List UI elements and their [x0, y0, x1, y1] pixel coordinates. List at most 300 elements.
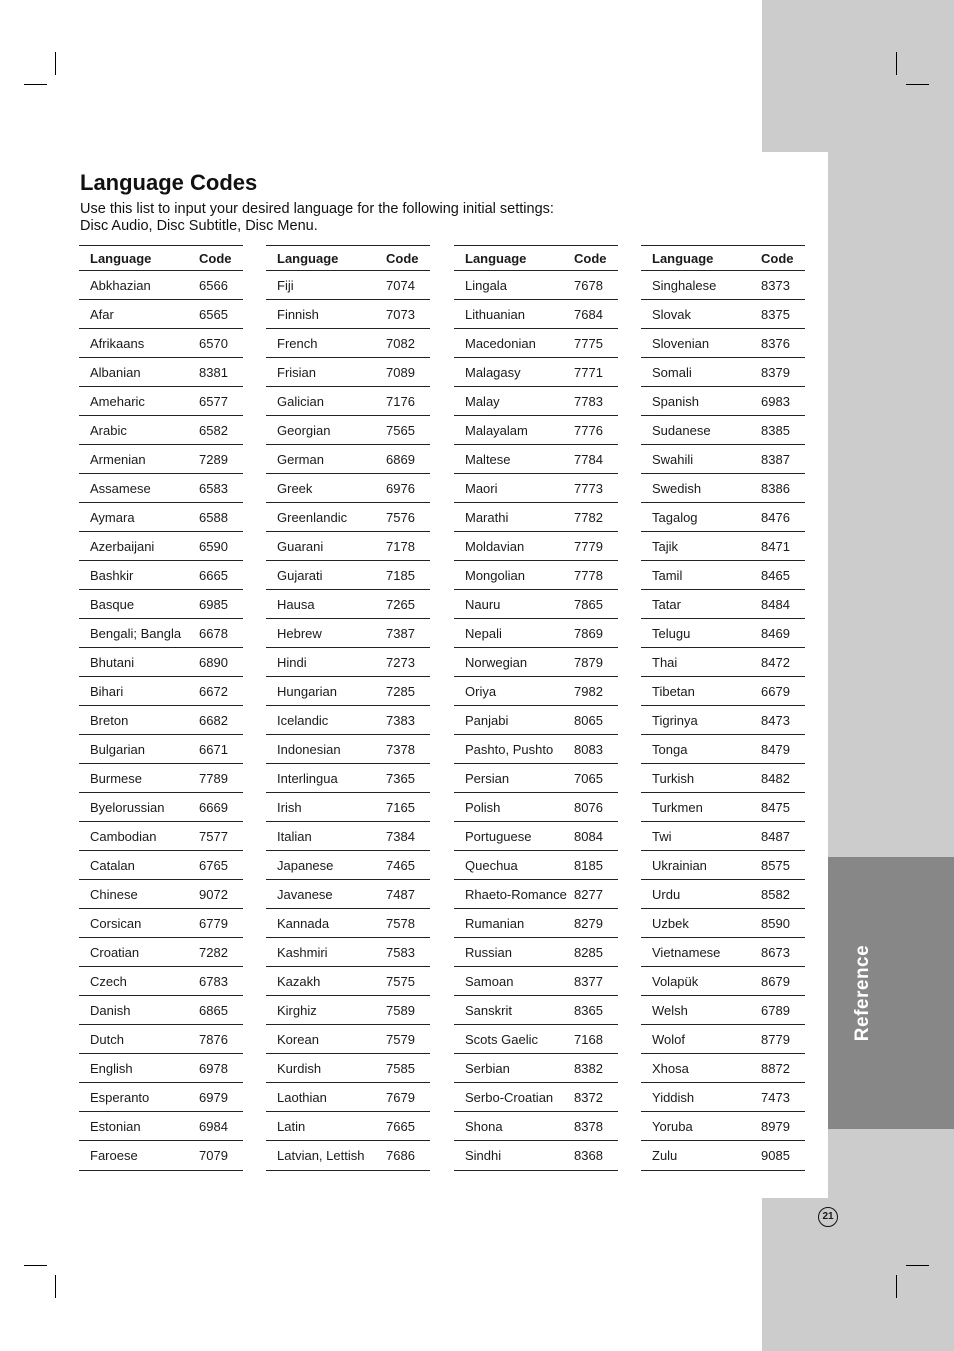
language-name: French — [266, 329, 386, 358]
language-code: 8482 — [761, 764, 805, 793]
language-name: Danish — [79, 996, 199, 1025]
table-row — [454, 1141, 618, 1171]
table-row — [641, 561, 805, 590]
table-row — [454, 880, 618, 909]
language-name: Uzbek — [641, 909, 761, 938]
language-name: Sindhi — [465, 1148, 502, 1163]
language-code: 8076 — [574, 793, 618, 822]
language-code: 8471 — [761, 532, 805, 561]
language-code: 7585 — [386, 1054, 430, 1083]
language-code-table — [79, 245, 243, 1171]
table-row — [641, 938, 805, 967]
table-row — [641, 706, 805, 735]
table-row — [266, 793, 430, 822]
language-name: Turkish — [641, 764, 761, 793]
language-name: Fiji — [266, 271, 386, 300]
table-header-row — [266, 246, 430, 271]
language-name: Esperanto — [79, 1083, 199, 1112]
language-name: Pashto, Pushto — [454, 735, 574, 764]
language-name: Bhutani — [79, 648, 199, 677]
language-code: 7168 — [574, 1025, 618, 1054]
language-name: Tigrinya — [641, 706, 761, 735]
language-name: Catalan — [79, 851, 199, 880]
table-row — [641, 793, 805, 822]
table-row — [454, 474, 618, 503]
language-name: English — [79, 1054, 199, 1083]
language-name: Bashkir — [79, 561, 199, 590]
language-name: Bulgarian — [79, 735, 199, 764]
language-name: Laothian — [266, 1083, 386, 1112]
table-row — [79, 677, 243, 706]
language-name: Malay — [454, 387, 574, 416]
table-row — [641, 1141, 805, 1171]
language-code: 7778 — [574, 561, 618, 590]
table-row — [641, 880, 805, 909]
table-row — [79, 1054, 243, 1083]
language-code: 8385 — [761, 416, 805, 445]
language-code: 8387 — [761, 445, 805, 474]
language-name: Maori — [454, 474, 574, 503]
language-name: Kannada — [266, 909, 386, 938]
table-row — [266, 851, 430, 880]
table-row — [641, 474, 805, 503]
table-row — [454, 851, 618, 880]
table-row — [79, 503, 243, 532]
crop-mark — [906, 1265, 929, 1266]
language-name: Finnish — [266, 300, 386, 329]
language-name: Welsh — [641, 996, 761, 1025]
language-code: 7865 — [574, 590, 618, 619]
header-language: Language — [79, 246, 199, 271]
language-name: Slovenian — [641, 329, 761, 358]
table-row — [266, 416, 430, 445]
intro-line: Disc Audio, Disc Subtitle, Disc Menu. — [80, 218, 318, 234]
language-name: Turkmen — [641, 793, 761, 822]
language-name: Italian — [266, 822, 386, 851]
language-name: Maltese — [454, 445, 574, 474]
language-name: Georgian — [266, 416, 386, 445]
language-code: 8185 — [574, 851, 618, 880]
language-code: 7265 — [386, 590, 430, 619]
table-row — [454, 996, 618, 1025]
table-row — [266, 880, 430, 909]
language-name: Thai — [641, 648, 761, 677]
header-language: Language — [454, 246, 574, 271]
language-name: Sudanese — [641, 416, 761, 445]
table-row — [454, 300, 618, 329]
table-row — [454, 706, 618, 735]
table-row — [454, 387, 618, 416]
table-row — [79, 300, 243, 329]
language-name: Norwegian — [454, 648, 574, 677]
table-row — [266, 619, 430, 648]
language-code: 7776 — [574, 416, 618, 445]
table-row — [79, 532, 243, 561]
language-name: Latin — [266, 1112, 386, 1141]
table-row — [266, 677, 430, 706]
page-number: 21 — [818, 1207, 838, 1227]
language-name: Yiddish — [641, 1083, 761, 1112]
language-name: Kirghiz — [266, 996, 386, 1025]
language-name: Indonesian — [266, 735, 386, 764]
language-code: 8365 — [574, 996, 618, 1025]
language-name: Serbian — [454, 1054, 574, 1083]
language-code: 7789 — [199, 764, 243, 793]
language-code: 6672 — [199, 677, 243, 706]
language-name: Yoruba — [641, 1112, 761, 1141]
language-name: Greek — [266, 474, 386, 503]
table-row — [79, 387, 243, 416]
language-name: Twi — [641, 822, 761, 851]
table-row — [266, 1112, 430, 1141]
language-code: 8368 — [574, 1148, 603, 1163]
table-row — [79, 358, 243, 387]
language-code: 7879 — [574, 648, 618, 677]
language-name: Hungarian — [266, 677, 386, 706]
language-code: 8376 — [761, 329, 805, 358]
language-name: Kashmiri — [266, 938, 386, 967]
language-code: 8377 — [574, 967, 618, 996]
table-row — [454, 822, 618, 851]
language-name: Urdu — [641, 880, 761, 909]
language-code: 7783 — [574, 387, 618, 416]
language-code: 7565 — [386, 416, 430, 445]
language-code: 7782 — [574, 503, 618, 532]
language-name: Aymara — [79, 503, 199, 532]
table-row — [641, 764, 805, 793]
language-code: 6682 — [199, 706, 243, 735]
table-row — [266, 1025, 430, 1054]
table-row — [641, 503, 805, 532]
table-row — [454, 793, 618, 822]
language-code: 7982 — [574, 677, 618, 706]
language-code: 7387 — [386, 619, 430, 648]
language-code: 7082 — [386, 329, 430, 358]
table-row — [79, 822, 243, 851]
table-row — [266, 445, 430, 474]
language-code: 8083 — [574, 735, 618, 764]
table-row — [454, 561, 618, 590]
table-row — [266, 532, 430, 561]
language-code: 6783 — [199, 967, 243, 996]
table-row — [641, 271, 805, 300]
language-code: 7176 — [386, 387, 430, 416]
language-name: Ameharic — [79, 387, 199, 416]
language-code: 8277 — [574, 880, 618, 909]
language-name: Panjabi — [454, 706, 574, 735]
language-name: Malagasy — [454, 358, 574, 387]
language-name: Rumanian — [454, 909, 574, 938]
language-name: Basque — [79, 590, 199, 619]
table-row — [641, 300, 805, 329]
page-title: Language Codes — [80, 170, 258, 195]
table-row — [454, 532, 618, 561]
margin-band-bottom — [762, 1198, 954, 1351]
table-row — [641, 387, 805, 416]
crop-mark — [24, 1265, 47, 1266]
language-name: Interlingua — [266, 764, 386, 793]
table-row — [266, 474, 430, 503]
language-name: Volapük — [641, 967, 761, 996]
table-row — [641, 1054, 805, 1083]
table-row — [454, 938, 618, 967]
table-row — [454, 648, 618, 677]
table-row — [79, 793, 243, 822]
language-code: 6979 — [199, 1083, 243, 1112]
language-code: 6984 — [199, 1112, 243, 1141]
language-name: Tonga — [641, 735, 761, 764]
language-code: 6765 — [199, 851, 243, 880]
language-name: Hausa — [266, 590, 386, 619]
language-name: Quechua — [454, 851, 574, 880]
language-name: Ukrainian — [641, 851, 761, 880]
language-name: Burmese — [79, 764, 199, 793]
table-row — [641, 329, 805, 358]
table-row — [641, 445, 805, 474]
language-name: Czech — [79, 967, 199, 996]
language-name: Corsican — [79, 909, 199, 938]
language-name: German — [266, 445, 386, 474]
table-header-row — [454, 246, 618, 271]
language-code: 8378 — [574, 1112, 618, 1141]
table-row — [641, 1112, 805, 1141]
section-tab-label: Reference — [852, 944, 873, 1042]
language-code-table — [454, 245, 618, 1171]
table-row — [641, 909, 805, 938]
table-row — [266, 822, 430, 851]
language-code: 8084 — [574, 822, 618, 851]
language-code: 7773 — [574, 474, 618, 503]
language-name: Swedish — [641, 474, 761, 503]
table-row — [641, 1025, 805, 1054]
table-row — [79, 619, 243, 648]
language-code: 6890 — [199, 648, 243, 677]
table-row — [79, 851, 243, 880]
table-row — [266, 590, 430, 619]
table-row — [79, 996, 243, 1025]
table-row — [454, 590, 618, 619]
language-name: Malayalam — [454, 416, 574, 445]
crop-mark — [906, 84, 929, 85]
language-name: Hebrew — [266, 619, 386, 648]
table-row — [266, 909, 430, 938]
language-code: 7383 — [386, 706, 430, 735]
language-name: Vietnamese — [641, 938, 761, 967]
language-name: Macedonian — [454, 329, 574, 358]
language-code: 7784 — [574, 445, 618, 474]
table-row — [454, 735, 618, 764]
language-code-table — [641, 245, 805, 1171]
language-name: Javanese — [266, 880, 386, 909]
language-code: 6565 — [199, 300, 243, 329]
language-name: Singhalese — [641, 271, 761, 300]
header-code: Code — [761, 246, 805, 271]
language-name: Albanian — [79, 358, 199, 387]
language-name: Tajik — [641, 532, 761, 561]
language-name: Shona — [454, 1112, 574, 1141]
language-name: Dutch — [79, 1025, 199, 1054]
language-code: 7378 — [386, 735, 430, 764]
crop-mark — [55, 52, 56, 75]
language-code: 7073 — [386, 300, 430, 329]
language-code: 8285 — [574, 938, 618, 967]
language-name: Gujarati — [266, 561, 386, 590]
language-code: 8386 — [761, 474, 805, 503]
language-code: 9085 — [761, 1148, 790, 1163]
crop-mark — [896, 1275, 897, 1298]
language-code: 7473 — [761, 1083, 805, 1112]
table-row — [79, 735, 243, 764]
table-row — [79, 1083, 243, 1112]
table-row — [79, 590, 243, 619]
header-code: Code — [574, 246, 618, 271]
language-code: 6983 — [761, 387, 805, 416]
table-row — [266, 735, 430, 764]
language-code: 8590 — [761, 909, 805, 938]
header-language: Language — [641, 246, 761, 271]
language-code: 8779 — [761, 1025, 805, 1054]
table-row — [79, 474, 243, 503]
language-code: 6978 — [199, 1054, 243, 1083]
table-row — [641, 735, 805, 764]
language-code: 6583 — [199, 474, 243, 503]
intro-text — [80, 201, 554, 235]
language-code: 8487 — [761, 822, 805, 851]
language-name: Kurdish — [266, 1054, 386, 1083]
language-name: Azerbaijani — [79, 532, 199, 561]
language-name: Bihari — [79, 677, 199, 706]
language-table-3 — [454, 245, 618, 1171]
language-code: 6789 — [761, 996, 805, 1025]
table-row — [79, 1141, 243, 1171]
table-row — [641, 648, 805, 677]
table-row — [454, 1054, 618, 1083]
table-row — [79, 271, 243, 300]
language-code: 8381 — [199, 358, 243, 387]
language-name: Serbo-Croatian — [454, 1083, 574, 1112]
language-code: 7165 — [386, 793, 430, 822]
language-code: 8472 — [761, 648, 805, 677]
language-name: Breton — [79, 706, 199, 735]
language-code: 8673 — [761, 938, 805, 967]
language-name: Nauru — [454, 590, 574, 619]
table-row — [454, 445, 618, 474]
table-row — [266, 996, 430, 1025]
crop-mark — [896, 52, 897, 75]
language-name: Korean — [266, 1025, 386, 1054]
table-header-row — [79, 246, 243, 271]
language-name: Latvian, Lettish — [277, 1148, 365, 1163]
table-row — [266, 1141, 430, 1171]
language-code: 7577 — [199, 822, 243, 851]
language-code: 7686 — [386, 1148, 415, 1163]
table-row — [641, 416, 805, 445]
language-code: 8575 — [761, 851, 805, 880]
table-row — [641, 532, 805, 561]
language-code: 9072 — [199, 880, 243, 909]
language-code: 7665 — [386, 1112, 430, 1141]
language-code: 6566 — [199, 271, 243, 300]
language-code: 7779 — [574, 532, 618, 561]
language-name: Marathi — [454, 503, 574, 532]
language-code: 8382 — [574, 1054, 618, 1083]
table-row — [79, 1025, 243, 1054]
language-name: Swahili — [641, 445, 761, 474]
table-row — [641, 996, 805, 1025]
language-code: 7289 — [199, 445, 243, 474]
language-name: Wolof — [641, 1025, 761, 1054]
language-table-2 — [266, 245, 430, 1171]
language-name: Telugu — [641, 619, 761, 648]
language-code: 7074 — [386, 271, 430, 300]
crop-mark — [55, 1275, 56, 1298]
language-code: 7583 — [386, 938, 430, 967]
language-code: 8065 — [574, 706, 618, 735]
table-row — [266, 387, 430, 416]
table-row — [79, 648, 243, 677]
language-name: Armenian — [79, 445, 199, 474]
language-name: Hindi — [266, 648, 386, 677]
language-code: 8475 — [761, 793, 805, 822]
language-code: 7079 — [199, 1148, 228, 1163]
language-code: 7876 — [199, 1025, 243, 1054]
language-name: Galician — [266, 387, 386, 416]
language-code: 8479 — [761, 735, 805, 764]
language-name: Afrikaans — [79, 329, 199, 358]
language-name: Croatian — [79, 938, 199, 967]
table-row — [641, 677, 805, 706]
language-code: 8473 — [761, 706, 805, 735]
language-code: 8582 — [761, 880, 805, 909]
table-row — [641, 619, 805, 648]
language-code: 7065 — [574, 764, 618, 793]
language-code: 8979 — [761, 1112, 805, 1141]
language-code: 6779 — [199, 909, 243, 938]
language-code: 7771 — [574, 358, 618, 387]
language-code: 6582 — [199, 416, 243, 445]
language-code: 7589 — [386, 996, 430, 1025]
language-code: 6671 — [199, 735, 243, 764]
table-row — [266, 1083, 430, 1112]
table-row — [266, 300, 430, 329]
language-name: Oriya — [454, 677, 574, 706]
table-row — [454, 329, 618, 358]
language-code: 6588 — [199, 503, 243, 532]
table-row — [454, 1025, 618, 1054]
table-row — [454, 271, 618, 300]
table-row — [454, 416, 618, 445]
language-code: 8469 — [761, 619, 805, 648]
language-name: Spanish — [641, 387, 761, 416]
language-name: Japanese — [266, 851, 386, 880]
language-code: 8465 — [761, 561, 805, 590]
language-name: Samoan — [454, 967, 574, 996]
table-row — [79, 909, 243, 938]
table-row — [79, 706, 243, 735]
language-code: 7678 — [574, 271, 618, 300]
table-row — [641, 358, 805, 387]
table-row — [454, 967, 618, 996]
table-row — [266, 706, 430, 735]
language-code: 6678 — [199, 619, 243, 648]
language-code: 7365 — [386, 764, 430, 793]
language-code: 7185 — [386, 561, 430, 590]
table-row — [454, 619, 618, 648]
margin-band-top — [762, 0, 954, 152]
table-row — [79, 880, 243, 909]
table-row — [79, 416, 243, 445]
language-code: 7679 — [386, 1083, 430, 1112]
